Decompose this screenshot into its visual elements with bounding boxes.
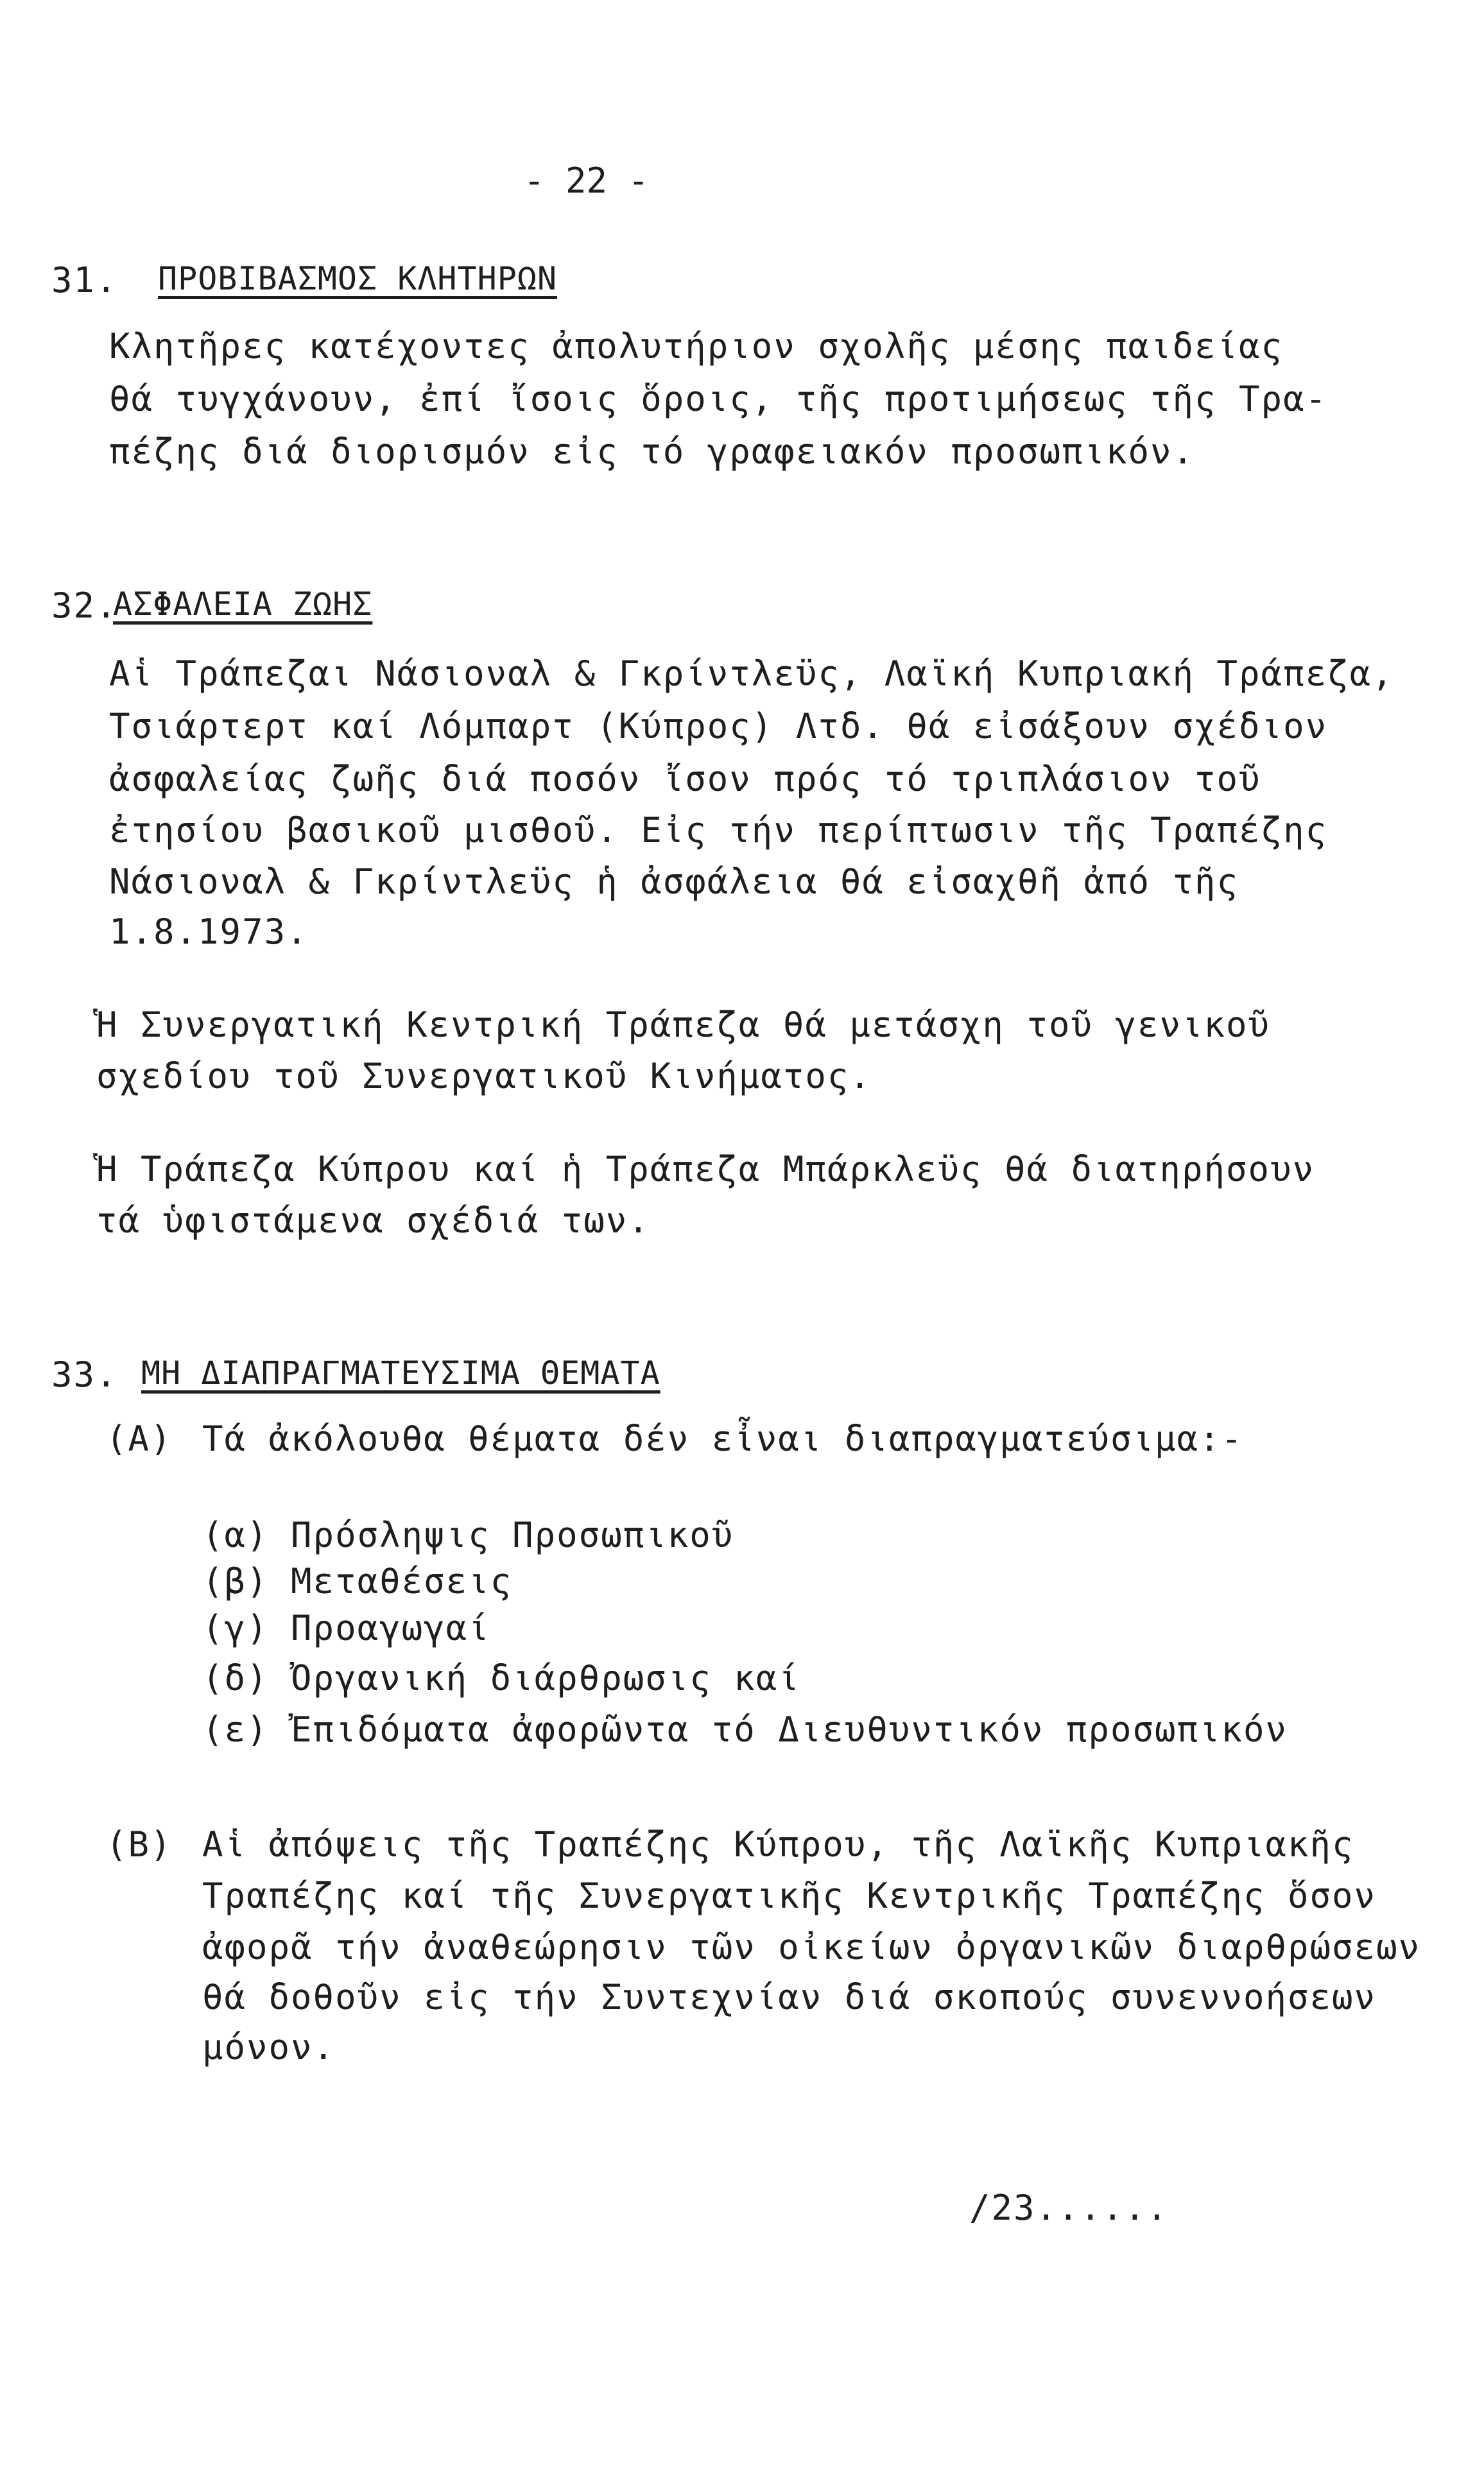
section-32-para1-line: ἐτησίου βασικοῦ μισθοῦ. Εἰς τήν περίπτωσιν τῆς Τραπέζης [109,810,1328,851]
section-31-line: θά τυγχάνουν, ἐπί ἴσοις ὅροις, τῆς προτιμήσεως τῆς Τρα- [109,379,1328,419]
section-32-para2-line: σχεδίου τοῦ Συνεργατικοῦ Κινήματος. [96,1056,872,1096]
section-33-list-item: (α) Πρόσληψις Προσωπικοῦ [202,1515,734,1555]
section-31-number: 31. [51,260,118,300]
section-32-para1-line: Τσιάρτερτ καί Λόμπαρτ (Κύπρος) Λτδ. θά εἰσάξουν σχέδιον [109,706,1328,747]
section-32-number: 32. [51,585,118,626]
continuation-marker: /23...... [969,2188,1169,2228]
section-33-b-label: (Β) [106,1824,173,1865]
section-31-line: Κλητῆρες κατέχοντες ἀπολυτήριον σχολῆς μέσης παιδείας [109,326,1284,367]
section-33-number: 33. [51,1354,118,1395]
section-32-para3-line: Ἡ Τράπεζα Κύπρου καί ἡ Τράπεζα Μπάρκλεϋς θά διατηρήσουν [96,1149,1315,1189]
section-33-a-label: (Α) [106,1419,173,1459]
section-32-para2-line: Ἡ Συνεργατική Κεντρική Τράπεζα θά μετάσχη τοῦ γενικοῦ [96,1005,1271,1045]
section-32-heading: ΑΣΦΑΛΕΙΑ ΖΩΗΣ [113,585,373,623]
section-32-para1-line: 1.8.1973. [109,911,309,952]
section-33-list-item: (γ) Προαγωγαί [202,1608,490,1648]
section-33-a-text: Τά ἀκόλουθα θέματα δέν εἶναι διαπραγματεύσιμα:- [202,1419,1244,1459]
section-31-line: πέζης διά διορισμόν εἰς τό γραφειακόν προσωπικόν. [109,431,1195,472]
section-32-para3-line: τά ὑφιστάμενα σχέδιά των. [96,1200,650,1241]
page-number: - 22 - [524,160,650,201]
section-33-b-line: θά δοθοῦν εἰς τήν Συντεχνίαν διά σκοπούς συνεννοήσεων [202,1977,1377,2017]
section-33-list-item: (δ) Ὀργανική διάρθρωσις καί [202,1658,800,1698]
section-32-para1-line: ἀσφαλείας ζωῆς διά ποσόν ἴσον πρός τό τριπλάσιον τοῦ [109,759,1261,799]
section-33-b-line: Τραπέζης καί τῆς Συνεργατικῆς Κεντρικῆς Τραπέζης ὅσον [202,1876,1377,1916]
section-33-list-item: (ε) Ἐπιδόματα ἀφορῶντα τό Διευθυντικόν προσωπικόν [202,1709,1288,1750]
section-31-heading: ΠΡΟΒΙΒΑΣΜΟΣ ΚΛΗΤΗΡΩΝ [158,260,558,297]
section-33-b-line: μόνον. [202,2027,336,2068]
section-32-para1-line: Νάσιοναλ & Γκρίντλεϋς ἡ ἀσφάλεια θά εἰσαχθῆ ἀπό τῆς [109,861,1239,902]
section-33-list-item: (β) Μεταθέσεις [202,1561,513,1602]
section-33-b-line: ἀφορᾶ τήν ἀναθεώρησιν τῶν οἰκείων ὀργανικῶν διαρθρώσεων [202,1927,1421,1967]
section-32-para1-line: Αἱ Τράπεζαι Νάσιοναλ & Γκρίντλεϋς, Λαϊκή Κυπριακή Τράπεζα, [109,653,1394,694]
section-33-heading: ΜΗ ΔΙΑΠΡΑΓΜΑΤΕΥΣΙΜΑ ΘΕΜΑΤΑ [141,1354,660,1392]
section-33-b-line: Αἱ ἀπόψεις τῆς Τραπέζης Κύπρου, τῆς Λαϊκῆς Κυπριακῆς [202,1824,1354,1865]
